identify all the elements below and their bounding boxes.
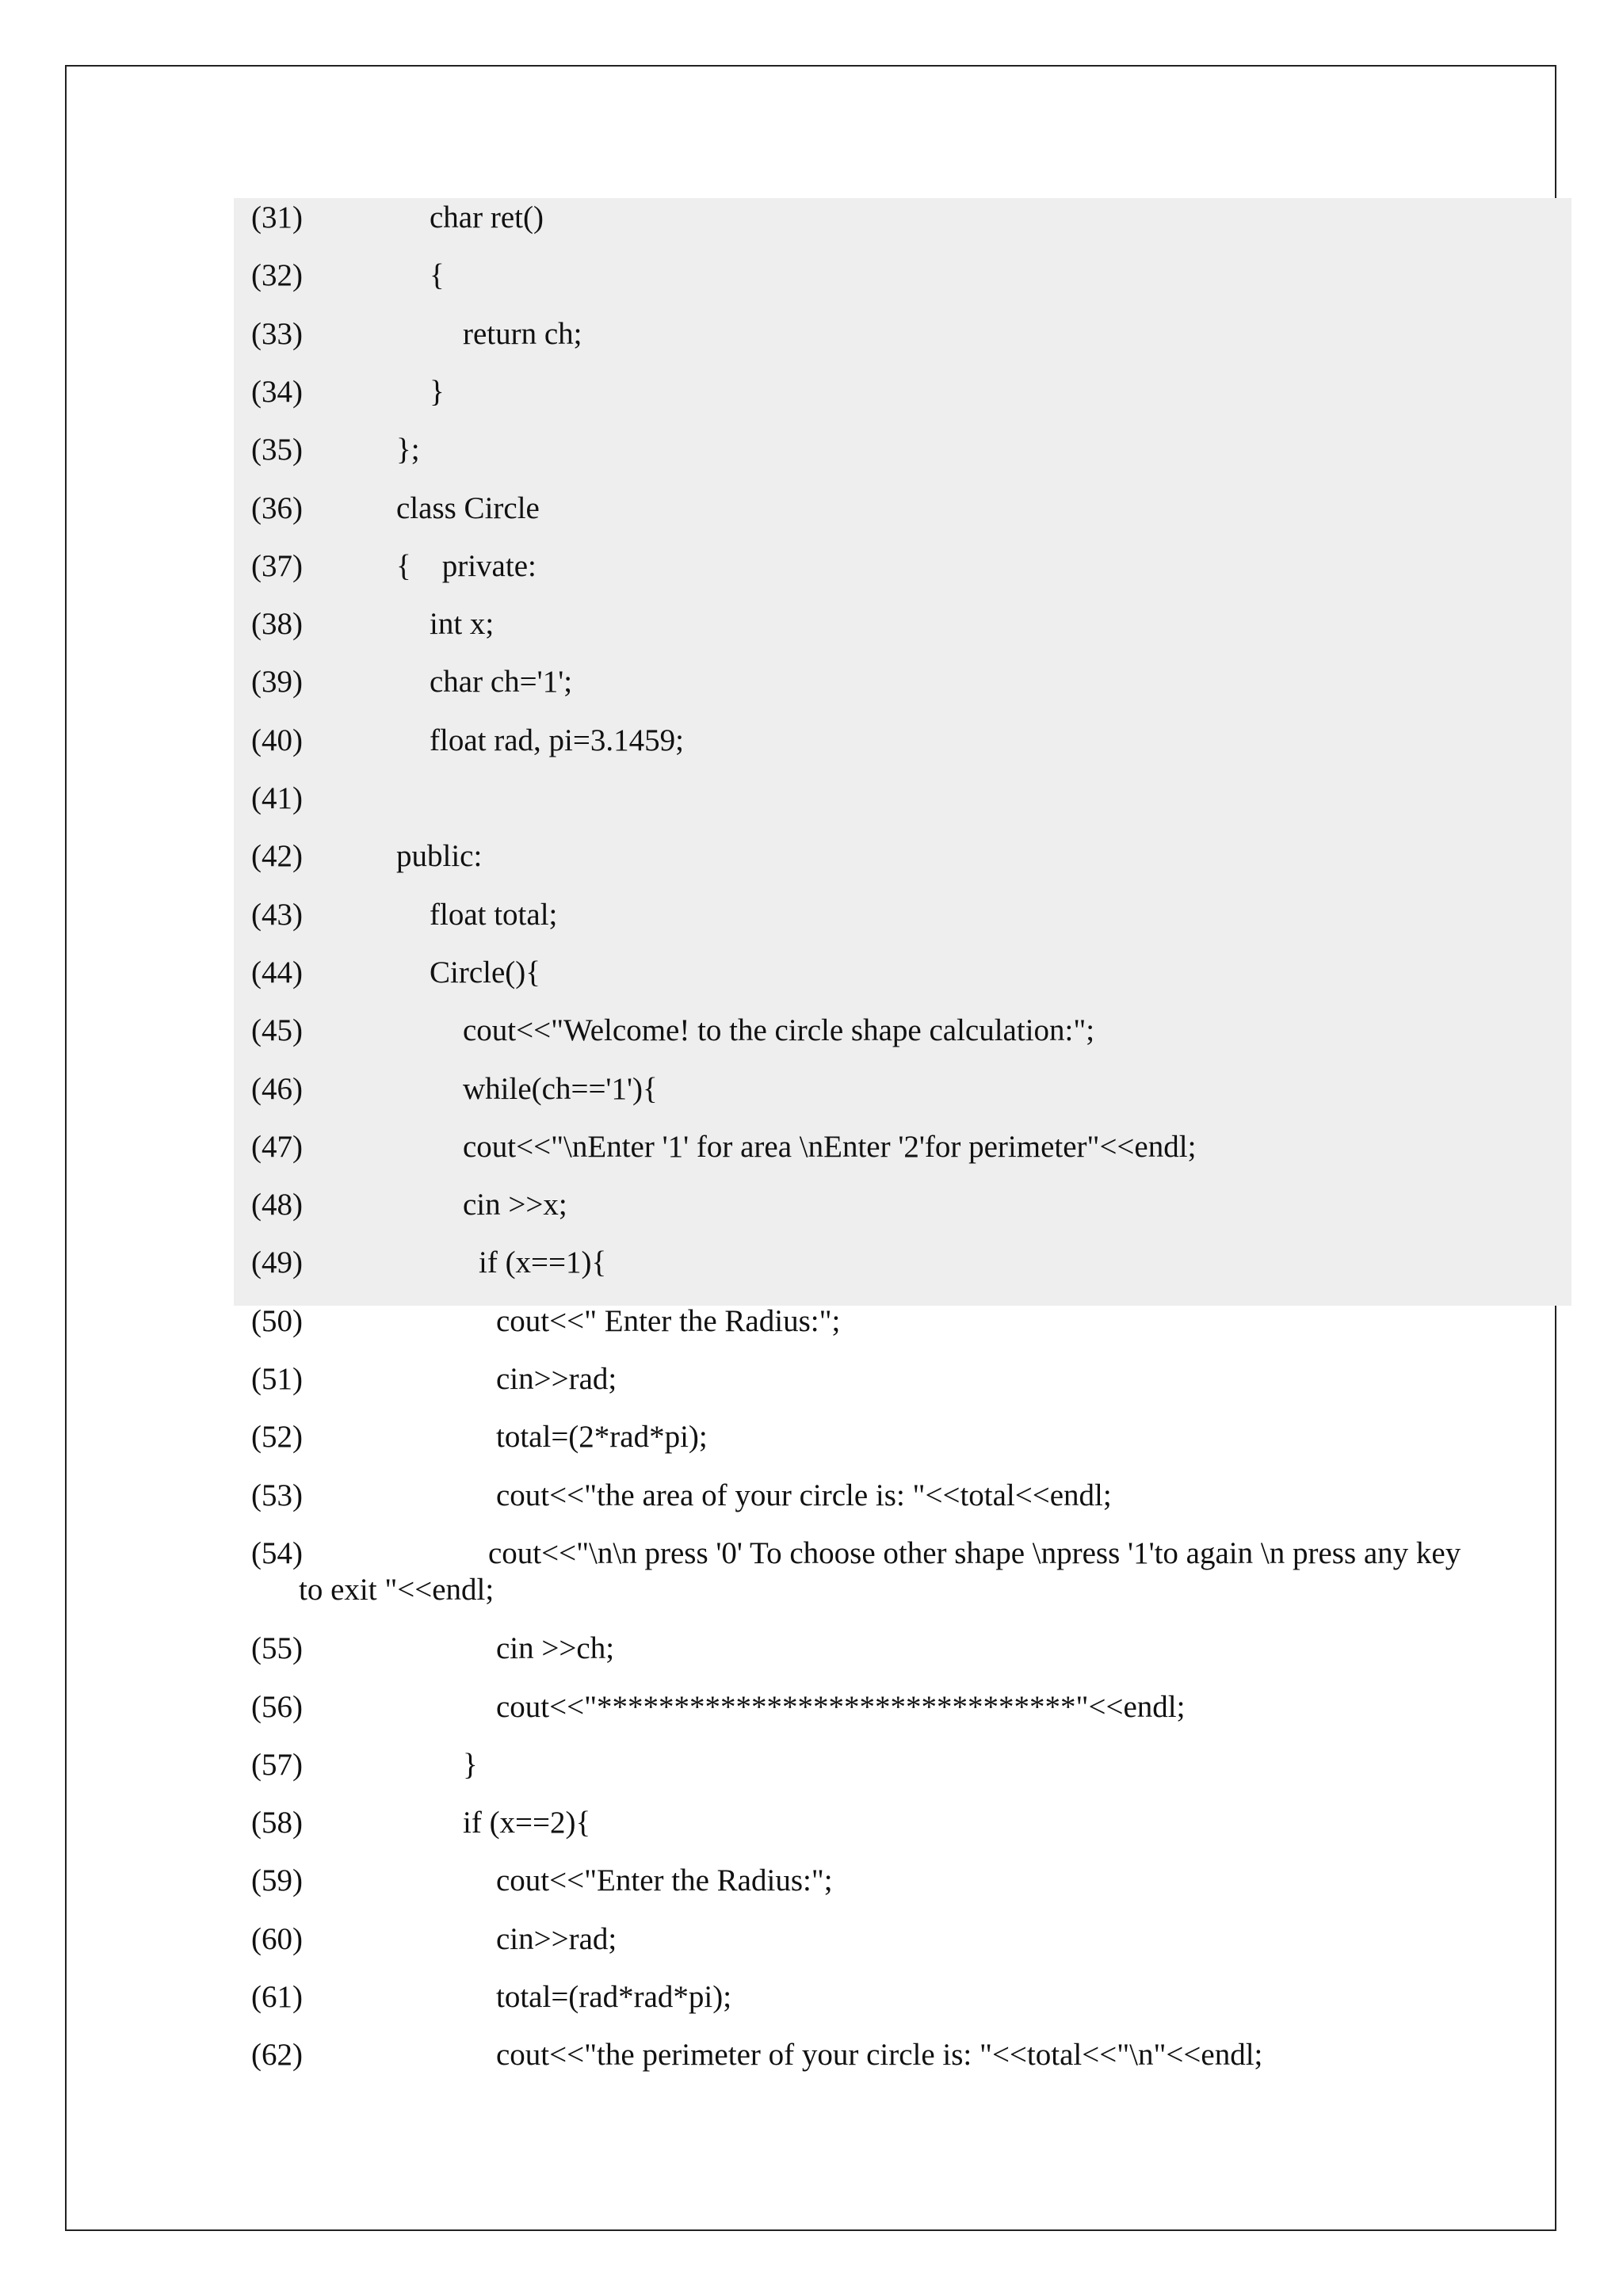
line-code: while(ch=='1'){: [463, 1071, 658, 1106]
line-code: public:: [396, 839, 483, 874]
line-number: (38): [251, 607, 303, 642]
line-number: (62): [251, 2038, 303, 2073]
line-number: (57): [251, 1747, 303, 1782]
line-code: cout<<"Welcome! to the circle shape calculation:";: [463, 1013, 1095, 1048]
line-code: if (x==2){: [463, 1806, 591, 1840]
line-number: (40): [251, 723, 303, 757]
line-number: (34): [251, 374, 303, 409]
line-number: (59): [251, 1863, 303, 1898]
line-number: (56): [251, 1689, 303, 1724]
line-code: }: [430, 374, 445, 409]
line-number: (52): [251, 1420, 303, 1455]
line-code: { private:: [396, 548, 537, 583]
line-number: (60): [251, 1921, 303, 1956]
line-number: (51): [251, 1362, 303, 1396]
line-number: (58): [251, 1806, 303, 1840]
line-number: (61): [251, 1980, 303, 2014]
line-number: (53): [251, 1478, 303, 1512]
line-code: cout<<"*******************************"<<endl;: [496, 1689, 1186, 1724]
line-number: (37): [251, 548, 303, 583]
line-code: Circle(){: [430, 955, 540, 990]
line-number: (54): [251, 1535, 303, 1570]
line-number: (48): [251, 1188, 303, 1222]
line-code: cout<<"the perimeter of your circle is: "<<total<<"\n"<<endl;: [496, 2038, 1263, 2073]
line-code: cout<<"Enter the Radius:";: [496, 1863, 833, 1898]
line-number: (46): [251, 1071, 303, 1106]
line-code: float total;: [430, 897, 558, 932]
line-code: char ch='1';: [430, 665, 573, 700]
line-number: (55): [251, 1631, 303, 1666]
line-code: {: [430, 258, 445, 293]
line-code: cout<<"\nEnter '1' for area \nEnter '2'for perimeter"<<endl;: [463, 1129, 1197, 1164]
line-code: cout<<" Enter the Radius:";: [496, 1303, 841, 1338]
line-code: int x;: [430, 607, 495, 642]
code-block: [234, 198, 1571, 2073]
line-code: float rad, pi=3.1459;: [430, 723, 684, 757]
line-number: (44): [251, 955, 303, 990]
line-code: if (x==1){: [479, 1245, 607, 1280]
line-code: total=(rad*rad*pi);: [496, 1980, 732, 2014]
line-number: (50): [251, 1303, 303, 1338]
line-code: class Circle: [396, 490, 540, 525]
line-number: (42): [251, 839, 303, 874]
line-code: cin >>x;: [463, 1188, 567, 1222]
line-number: (33): [251, 316, 303, 351]
line-code: cin>>rad;: [496, 1362, 617, 1396]
line-number: (31): [251, 200, 303, 235]
line-code: cin >>ch;: [496, 1631, 615, 1666]
line-number: (32): [251, 258, 303, 293]
line-number: (47): [251, 1129, 303, 1164]
line-number: (41): [251, 781, 303, 815]
line-code: cout<<"\n\n press '0' To choose other shape \npress '1'to again \n press any key: [488, 1535, 1461, 1570]
line-code: }: [463, 1747, 478, 1782]
line-code: cin>>rad;: [496, 1921, 617, 1956]
line-number: (43): [251, 897, 303, 932]
line-code-continuation: to exit "<<endl;: [299, 1572, 495, 1607]
line-code: };: [396, 433, 420, 467]
line-code: return ch;: [463, 316, 582, 351]
line-code: cout<<"the area of your circle is: "<<total<<endl;: [496, 1478, 1112, 1512]
line-code: total=(2*rad*pi);: [496, 1420, 708, 1455]
line-number: (36): [251, 490, 303, 525]
line-number: (45): [251, 1013, 303, 1048]
line-number: (39): [251, 665, 303, 700]
line-code: char ret(): [430, 200, 544, 235]
line-number: (49): [251, 1245, 303, 1280]
line-number: (35): [251, 433, 303, 467]
